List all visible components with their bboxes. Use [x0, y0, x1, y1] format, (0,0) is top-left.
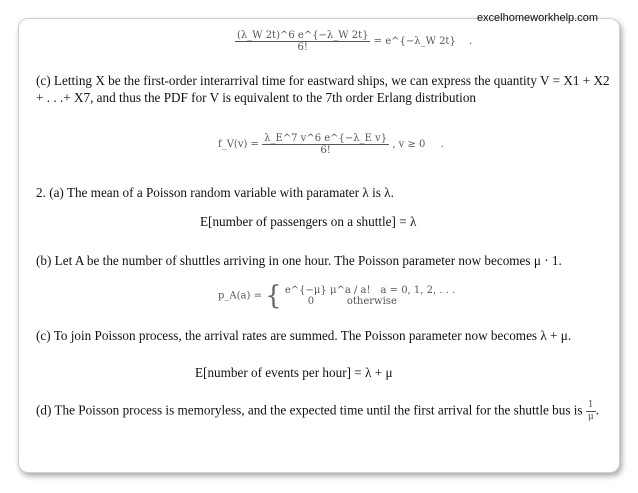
pmf-row2-condition: otherwise	[346, 296, 397, 307]
pmf-row1-condition: a = 0, 1, 2, . . .	[380, 285, 456, 296]
equation-erlang-pdf	[218, 133, 444, 156]
equation-erlang-dot: .	[440, 139, 444, 150]
paragraph-part-2b: (b) Let A be the number of shuttles arriving in one hour. The Poisson parameter now becomes μ · 1.	[36, 253, 562, 268]
paragraph-part-2a: 2. (a) The mean of a Poisson random variable with paramater λ is λ.	[36, 185, 394, 200]
equation-top-numerator: (λ_W 2t)^6 e^{−λ_W 2t}	[237, 30, 369, 41]
equation-erlang-condition: , v ≥ 0	[392, 139, 426, 150]
paragraph-part-2c: (c) To join Poisson process, the arrival rates are summed. The Poisson parameter now becomes λ + μ.	[36, 328, 572, 343]
pmf-row1-value: e^{−μ} μ^a / a!	[284, 285, 371, 296]
equation-pmf	[218, 283, 455, 309]
fraction-one-over-mu	[586, 400, 596, 423]
paragraph-part-2d	[36, 400, 616, 423]
source-watermark: excelhomeworkhelp.com	[476, 12, 598, 24]
fraction-numerator: 1	[587, 400, 594, 410]
equation-erlang-denominator: 6!	[320, 145, 331, 156]
equation-top-rhs: = e^{−λ_W 2t}	[373, 36, 456, 47]
pmf-cases	[285, 285, 455, 307]
equation-2c: E[number of events per hour] = λ + μ	[195, 365, 393, 380]
equation-top	[235, 30, 472, 53]
equation-pmf-lhs: p_A(a) =	[218, 290, 262, 302]
fraction-denominator: μ	[587, 412, 594, 422]
paragraph-part-2d-text: (d) The Poisson process is memoryless, and the expected time until the first arrival for the shuttle bus is	[36, 402, 583, 418]
equation-2a: E[number of passengers on a shuttle] = λ	[200, 214, 417, 229]
equation-erlang-numerator: λ_E^7 v^6 e^{−λ_E v}	[264, 133, 388, 144]
equation-erlang-lhs: f_V(v) =	[218, 139, 259, 150]
equation-top-denominator: 6!	[297, 42, 308, 53]
paragraph-part-c-erlang: (c) Letting X be the first-order interarrival time for eastward ships, we can express the quantity V = X1 + X2 + . . .+ X7, and thus the PDF for V is equivalent to the 7th order Erlang distribution	[36, 73, 610, 105]
equation-top-dot: .	[469, 36, 473, 47]
left-brace-glyph: {	[265, 281, 282, 311]
pmf-row2-value: 0	[307, 296, 315, 307]
paragraph-part-2d-end: .	[595, 402, 600, 418]
